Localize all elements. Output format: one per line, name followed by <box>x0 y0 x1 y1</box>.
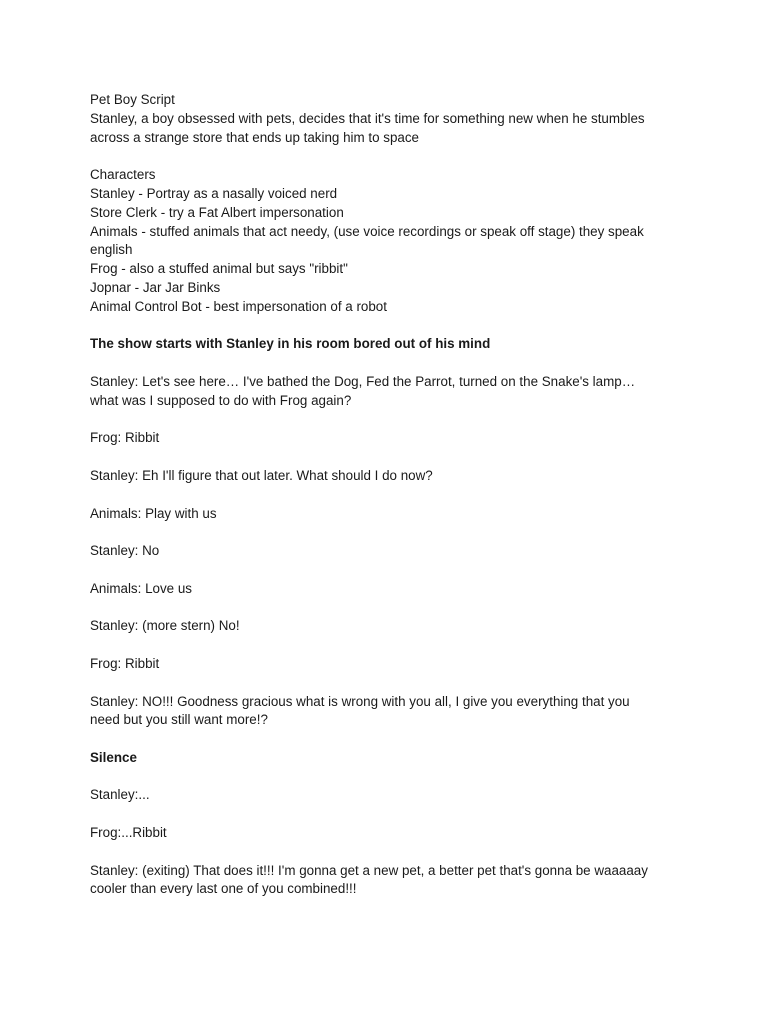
character-list <box>90 185 680 317</box>
dialogue-line: Stanley:... <box>90 787 150 803</box>
character-entry: english <box>90 242 133 258</box>
dialogue-line: need but you still want more!? <box>90 712 268 728</box>
dialogue-line: Animals: Play with us <box>90 505 217 521</box>
dialogue-line: Stanley: Eh I'll figure that out later. What should I do now? <box>90 467 433 483</box>
dialogue-line: Frog:...Ribbit <box>90 825 167 841</box>
dialogue-line: Frog: Ribbit <box>90 655 160 671</box>
dialogue-line: Frog: Ribbit <box>90 430 160 446</box>
dialogue-line: Stanley: Let's see here… I've bathed the Dog, Fed the Parrot, turned on the Snake's lamp… <box>90 373 636 389</box>
dialogue-paragraph <box>90 786 680 805</box>
character-entry: Animal Control Bot - best impersonation of a robot <box>90 298 387 314</box>
dialogue-line: Stanley: (more stern) No! <box>90 618 240 634</box>
character-entry: Frog - also a stuffed animal but says "ribbit" <box>90 261 348 277</box>
character-entry: Jopnar - Jar Jar Binks <box>90 279 221 295</box>
dialogue-paragraph <box>90 693 680 731</box>
dialogue-line: Stanley: No <box>90 543 160 559</box>
characters-heading: Characters <box>90 167 156 183</box>
synopsis-line: Stanley, a boy obsessed with pets, decides that it's time for something new when he stumbles <box>90 110 645 126</box>
script-body <box>90 91 680 899</box>
dialogue-paragraph <box>90 373 680 411</box>
dialogue-paragraph <box>90 580 680 599</box>
dialogue-paragraph <box>90 542 680 561</box>
dialogue-paragraph <box>90 862 680 900</box>
dialogue-line: Stanley: NO!!! Goodness gracious what is wrong with you all, I give you everything that you <box>90 693 630 709</box>
scene-direction: The show starts with Stanley in his room bored out of his mind <box>90 336 491 352</box>
script-title: Pet Boy Script <box>90 92 175 107</box>
dialogue-line: cooler than every last one of you combined!!! <box>90 881 357 897</box>
dialogue-paragraph <box>90 467 680 486</box>
dialogue-paragraph <box>90 617 680 636</box>
synopsis <box>90 110 680 148</box>
synopsis-line: across a strange store that ends up taking him to space <box>90 129 419 145</box>
dialogue-paragraph <box>90 655 680 674</box>
character-entry: Store Clerk - try a Fat Albert impersonation <box>90 204 344 220</box>
dialogue-line: Stanley: (exiting) That does it!!! I'm gonna get a new pet, a better pet that's gonna be waaaaay <box>90 862 648 878</box>
character-entry: Stanley - Portray as a nasally voiced nerd <box>90 185 338 201</box>
dialogue-paragraph <box>90 505 680 524</box>
dialogue-paragraph <box>90 824 680 843</box>
character-entry: Animals - stuffed animals that act needy, (use voice recordings or speak off stage) they speak <box>90 223 644 239</box>
dialogue-line: Silence <box>90 749 137 765</box>
dialogue-line: what was I supposed to do with Frog again? <box>90 392 352 408</box>
dialogue-line: Animals: Love us <box>90 580 192 596</box>
dialogue-paragraph <box>90 429 680 448</box>
stage-direction <box>90 749 680 768</box>
dialogue-list <box>90 354 680 899</box>
